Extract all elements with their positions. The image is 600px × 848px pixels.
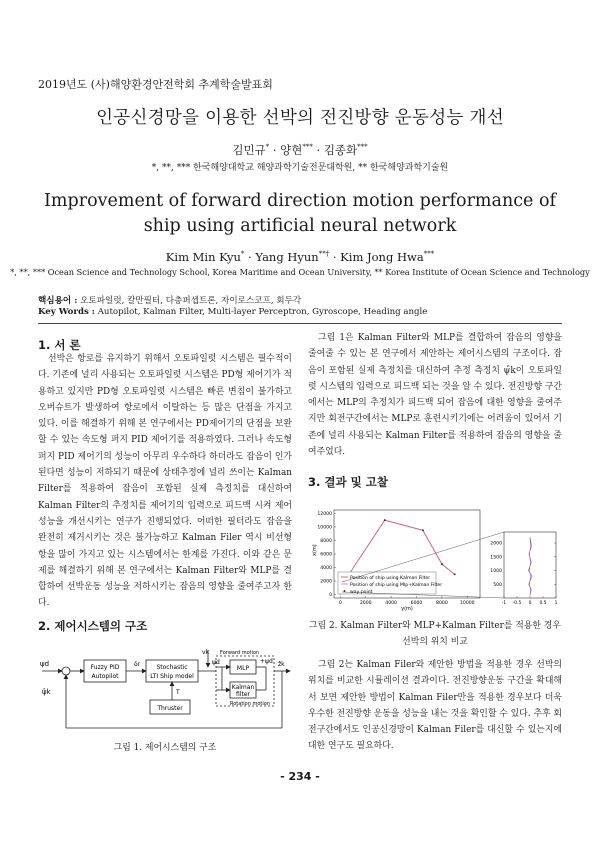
title-korean: 인공신경망을 이용한 선박의 전진방향 운동성능 개선 — [96, 108, 504, 128]
xlabel: y(m) — [401, 606, 413, 612]
fig1-fuzzy-line1: Fuzzy PID — [90, 664, 120, 671]
figure-2-caption-line1: 그림 2. Kalman Filter와 MLP+Kalman Filter를 적용한 경우 — [309, 621, 561, 631]
author-1-en-mark: * — [240, 250, 245, 259]
fig1-label-T: T — [176, 689, 180, 696]
fig1-mlp: MLP — [236, 665, 250, 672]
inset-y-tick-label: 1500 — [490, 555, 502, 561]
fig1-fuzzy-line2: Autopilot — [91, 673, 119, 680]
y-tick-label: 0 — [329, 593, 332, 599]
header-divider — [38, 323, 562, 324]
waypoint-marker — [384, 519, 386, 521]
y-tick-label: 4000 — [320, 566, 332, 572]
authors-english: Kim Min Kyu* · Yang Hyun**† · Kim Jong Hwa*** — [165, 250, 435, 264]
y-tick-label: 8000 — [320, 539, 332, 545]
fig1-label-psi-d: ψd — [40, 660, 50, 668]
legend-entry-kalman: Position of ship using Kalman Filter — [350, 576, 431, 581]
keywords-english — [38, 307, 427, 317]
author-2-ko-mark: *** — [302, 143, 313, 152]
figure-2-caption-line2: 선박의 위치 비교 — [402, 637, 468, 647]
ylabel: x(m) — [312, 544, 318, 556]
waypoint-marker — [454, 573, 456, 575]
fig1-label-forward: Forward motion — [220, 650, 260, 656]
fig1-kalman-line1: Kalman — [231, 684, 255, 691]
fig1-label-z-k: ẑk — [278, 661, 285, 668]
fig1-label-plus-psi-d: +ψd — [260, 658, 273, 665]
author-3-en-mark: *** — [423, 250, 435, 259]
fig1-label-vk: vk — [202, 649, 210, 656]
fig1-label-rotation: Rotation motion — [230, 701, 271, 707]
affiliations-korean: *, **, *** 한국해양대학교 해양과학기술전문대학원, ** 한국해양과학기술원 — [151, 163, 449, 173]
fig1-thruster: Thruster — [157, 705, 183, 712]
keywords-korean-text: 오토파일럿, 칼만필터, 다층퍼셉트론, 자이로스코프, 회두각 — [80, 296, 302, 306]
figure-2-chart — [308, 504, 562, 612]
author-2-en: Yang Hyun — [255, 250, 319, 264]
legend-entry-mlp: Position of ship using Mlp+Kalman Filter — [350, 583, 443, 588]
x-tick-label: 4000 — [385, 601, 397, 606]
x-tick-label: 8000 — [436, 601, 448, 606]
inset-x-tick-label: 1 — [554, 601, 558, 606]
figure-2-caption — [308, 618, 562, 650]
section-2-body-continued: 그림 1은 Kalman Filter와 MLP를 결합하여 잡음의 영향을 줄여줄 수 있는 본 연구에서 제안하는 제어시스템의 구조이다. 잡음이 포함된 실제 측정치를 대신하여 추정 측정치 ψ̂k이 오토파일럿 시스템의 입력으로 피드백 되는 것을 알 수 있다. 전진방향 구간에서는 MLP의 추정치가 피드백 되어 잡음에 대한 영향을 줄여주지만 회전구간에서는 MLP로 훈련시키기에는 어려움이 있어서 기존에 널리 사용되는 Kalman Filter를 적용하여 잡음의 영향을 줄여주었다. — [308, 333, 562, 458]
title-english: Improvement of forward direction motion performance of ship using artificial neural network — [44, 191, 556, 236]
keywords-english-text: Autopilot, Kalman Filter, Multi-layer Perceptron, Gyroscope, Heading angle — [97, 307, 428, 317]
section-2-title: 2. 제어시스템의 구조 — [38, 619, 148, 633]
inset-x-tick-label: 0 — [528, 601, 532, 606]
fig1-kalman-line2: filter — [236, 691, 250, 698]
inset-y-tick-label: 500 — [493, 582, 502, 588]
y-tick-label: 10000 — [317, 525, 332, 531]
keywords-korean-label: 핵심용어 : — [38, 296, 78, 306]
figure-1-caption: 그림 1. 제어시스템의 구조 — [113, 743, 217, 753]
figure-1-block-diagram — [38, 648, 292, 736]
page-number: - 234 - — [280, 770, 320, 783]
x-tick-label: 6000 — [410, 601, 423, 606]
section-3-body: 그림 2는 Kalman Filer와 제안한 방법을 적용한 경우 선박의 위치를 비교한 시뮬레이션 결과이다. 전진방향운동 구간을 확대해서 보면 제안한 방법이 Kalman Filer만을 적용한 경우보다 더욱 우수한 전진방향 운동을 성능을 내는 것을 확인할 수 있다. 추후 회전구간에서도 인공신경망이 Kalman Filer를 대신할 수 있는지에 대한 연구도 필요하다. — [308, 660, 562, 752]
fig1-label-psi-hat: ψ̂k — [42, 688, 51, 696]
authors-korean: 김민규* · 양현*** · 김종화*** — [232, 143, 368, 157]
author-3-ko: 김종화 — [323, 143, 358, 157]
y-tick-label: 2000 — [320, 579, 332, 585]
x-tick-label: 10000 — [459, 601, 475, 606]
author-3-ko-mark: *** — [357, 143, 368, 152]
inset-y-tick-label: 1000 — [490, 569, 502, 575]
x-tick-label: 2000 — [359, 601, 372, 606]
keywords-english-label: Key Words : — [38, 307, 95, 317]
x-tick-label: 0 — [338, 601, 342, 606]
inset-x-tick-label: 0.5 — [539, 601, 547, 606]
author-1-ko-mark: * — [265, 143, 270, 152]
section-1-title: 1. 서 론 — [38, 338, 81, 352]
author-2-en-mark: **† — [318, 250, 330, 259]
author-3-en: Kim Jong Hwa — [340, 250, 424, 264]
conference-header: 2019년도 (사)해양환경안전학회 추계학술발표회 — [38, 78, 273, 91]
author-1-en: Kim Min Kyu — [165, 250, 241, 264]
y-tick-label: 12000 — [317, 511, 332, 517]
waypoint-marker — [422, 529, 424, 531]
legend-swatch-waypoint — [344, 590, 346, 592]
author-2-ko: 양현 — [280, 143, 303, 157]
legend-entry-waypoint: way point — [350, 590, 373, 595]
waypoint-marker — [441, 563, 443, 565]
inset-x-tick-label: -1 — [501, 601, 507, 606]
inset-y-tick-label: 2000 — [490, 541, 502, 547]
keywords-korean — [38, 294, 301, 306]
section-3-title: 3. 결과 및 고찰 — [308, 475, 388, 489]
inset-x-tick-label: -0.5 — [512, 601, 522, 606]
fig1-label-delta: δr — [134, 661, 141, 668]
affiliations-english: *, **, *** Ocean Science and Technology School, Korea Maritime and Ocean University, ** Korea Institute of Ocean Science and Technology — [10, 267, 590, 277]
fig1-label-psi-dk: ψd — [212, 659, 220, 666]
section-1-body: 선박은 항로를 유지하기 위해서 오토파일럿 시스템은 필수적이다. 기존에 널리 사용되는 오토파일럿 시스템은 PD형 제어기가 적용하고 있지만 PD형 오토파일럿 시스템은 빠른 변침이 불가하고 오버슈트가 발생하여 항로에서 이탈하는 등 많은 단점을 가지고 있다. 이를 해결하기 위해 본 연구에서는 PD제어기의 단점을 보완할 수 있는 속도형 퍼지 PID 제어기를 적용하였다. 그러나 속도형 퍼지 PID 제어기의 성능이 아무리 우수하다 하더라도 잡음이 인가된다면 성능이 저하되기 때문에 상태추정에 널리 쓰이는 Kalman Filter를 적용하여 잡음이 포함된 실제 측정치를 대신하여 Kalman Filter의 추정치를 제어기의 입력으로 피드백 시켜 제어성능을 개선시키는 연구가 진행되었다. 어떠한 필터라도 잡음을 완전히 제거시키는 것은 불가능하고 Kalman Filer 역시 비선형 항을 많이 가지고 있는 시스템에서는 한계를 가진다. 이와 같은 문제를 해결하기 위해 본 연구에서는 Kalman Filter와 MLP를 결합하여 선박운동 성능을 저하시키는 잡음의 영향을 줄여주고자 한다. — [38, 354, 292, 609]
fig1-lti-line2: LTI Ship model — [150, 673, 194, 680]
fig1-lti-line1: Stochastic — [156, 664, 188, 671]
author-1-ko: 김민규 — [232, 143, 266, 157]
y-tick-label: 6000 — [320, 552, 332, 558]
